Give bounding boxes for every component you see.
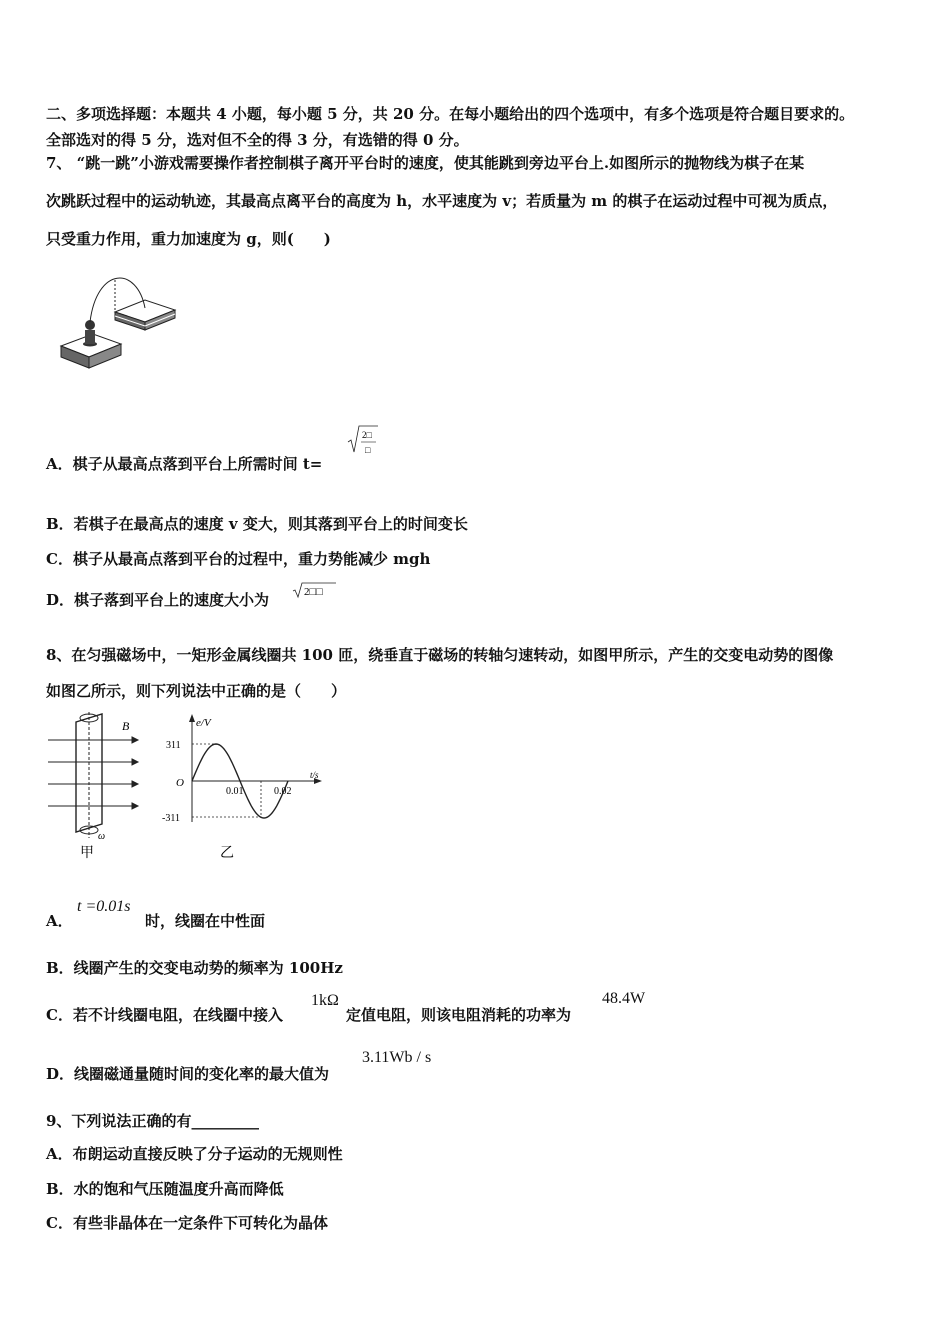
origin-label: O <box>176 777 184 789</box>
x-tick-1: 0.01 <box>226 786 244 797</box>
y-tick-max: 311 <box>166 740 181 751</box>
q8-option-d-text: D．线圈磁通量随时间的变化率的最大值为 <box>46 1065 330 1083</box>
caption-yi: 乙 <box>220 846 234 861</box>
q8-stem-line1: 8、在匀强磁场中，一矩形金属线圈共 100 匝，绕垂直于磁场的转轴匀速转动，如图甲所示，产生的交变电动势的图像 <box>46 646 834 664</box>
label-b: B <box>122 719 130 733</box>
magnetic-field-lines <box>48 737 138 809</box>
q8-option-d-formula: 3.11Wb / s <box>362 1049 432 1066</box>
q8-option-a-label: A． <box>46 912 73 930</box>
q8-option-a-text: 时，线圈在中性面 <box>145 912 266 930</box>
y-axis-label: e/V <box>196 717 211 729</box>
q7-option-d-formula <box>292 581 338 601</box>
q9-option-a: A．布朗运动直接反映了分子运动的无规则性 <box>46 1145 343 1163</box>
formula-numerator: 2□ <box>362 430 372 440</box>
q8-stem-line2: 如图乙所示，则下列说法中正确的是（ ） <box>46 682 347 700</box>
q7-option-a-formula <box>347 424 379 464</box>
y-tick-min: -311 <box>162 813 180 824</box>
q7-option-a-text: A．棋子从最高点落到平台上所需时间 t= <box>46 455 323 473</box>
x-axis-label: t/s <box>310 770 319 780</box>
right-platform <box>115 300 175 330</box>
x-tick-2: 0.02 <box>274 786 292 797</box>
q8-option-c-text2: 定值电阻，则该电阻消耗的功率为 <box>346 1006 572 1024</box>
q7-option-c: C．棋子从最高点落到平台的过程中，重力势能减少 mgh <box>46 550 431 568</box>
q8-option-a <box>46 910 73 931</box>
q8-figure-emf-graph <box>160 712 330 862</box>
chess-piece <box>83 320 97 347</box>
q8-figure-coil <box>46 712 146 862</box>
q7-figure-jump-game <box>55 272 185 377</box>
q8-option-c-text1: C．若不计线圈电阻，在线圈中接入 <box>46 1006 283 1024</box>
caption-jia: 甲 <box>80 846 94 861</box>
q7-stem-line1: 7、 “跳一跳”小游戏需要操作者控制棋子离开平台时的速度，使其能跳到旁边平台上.如图所示的抛物线为棋子在某 <box>46 154 805 172</box>
q9-option-b: B．水的饱和气压随温度升高而降低 <box>46 1180 284 1198</box>
q8-option-b: B．线圈产生的交变电动势的频率为 100Hz <box>46 959 343 977</box>
q9-stem: 9、下列说法正确的有_________ <box>46 1112 259 1130</box>
formula-radicand: 2□□ <box>304 586 323 598</box>
formula-denominator: □ <box>365 445 371 455</box>
q9-option-c: C．有些非晶体在一定条件下可转化为晶体 <box>46 1214 328 1232</box>
q8-option-a-formula: t =0.01s <box>77 898 131 915</box>
section-heading-line1: 二、多项选择题：本题共 4 小题，每小题 5 分，共 20 分。在每小题给出的四个选项中，有多个选项是符合题目要求的。 <box>46 105 855 123</box>
q7-option-d: D．棋子落到平台上的速度大小为 <box>46 591 270 609</box>
label-omega: ω <box>98 831 106 842</box>
q7-option-a <box>46 453 322 474</box>
q8-option-c-formula1: 1kΩ <box>311 992 339 1009</box>
q7-option-b: B．若棋子在最高点的速度 v 变大，则其落到平台上的时间变长 <box>46 515 468 533</box>
section-heading-line2: 全部选对的得 5 分，选对但不全的得 3 分，有选错的得 0 分。 <box>46 131 469 149</box>
q7-stem-line3: 只受重力作用，重力加速度为 g，则( ) <box>46 230 331 248</box>
q7-stem-line2: 次跳跃过程中的运动轨迹，其最高点离平台的高度为 h，水平速度为 v；若质量为 m 的棋子在运动过程中可视为质点， <box>46 192 838 210</box>
q8-option-c-formula2: 48.4W <box>602 990 646 1007</box>
